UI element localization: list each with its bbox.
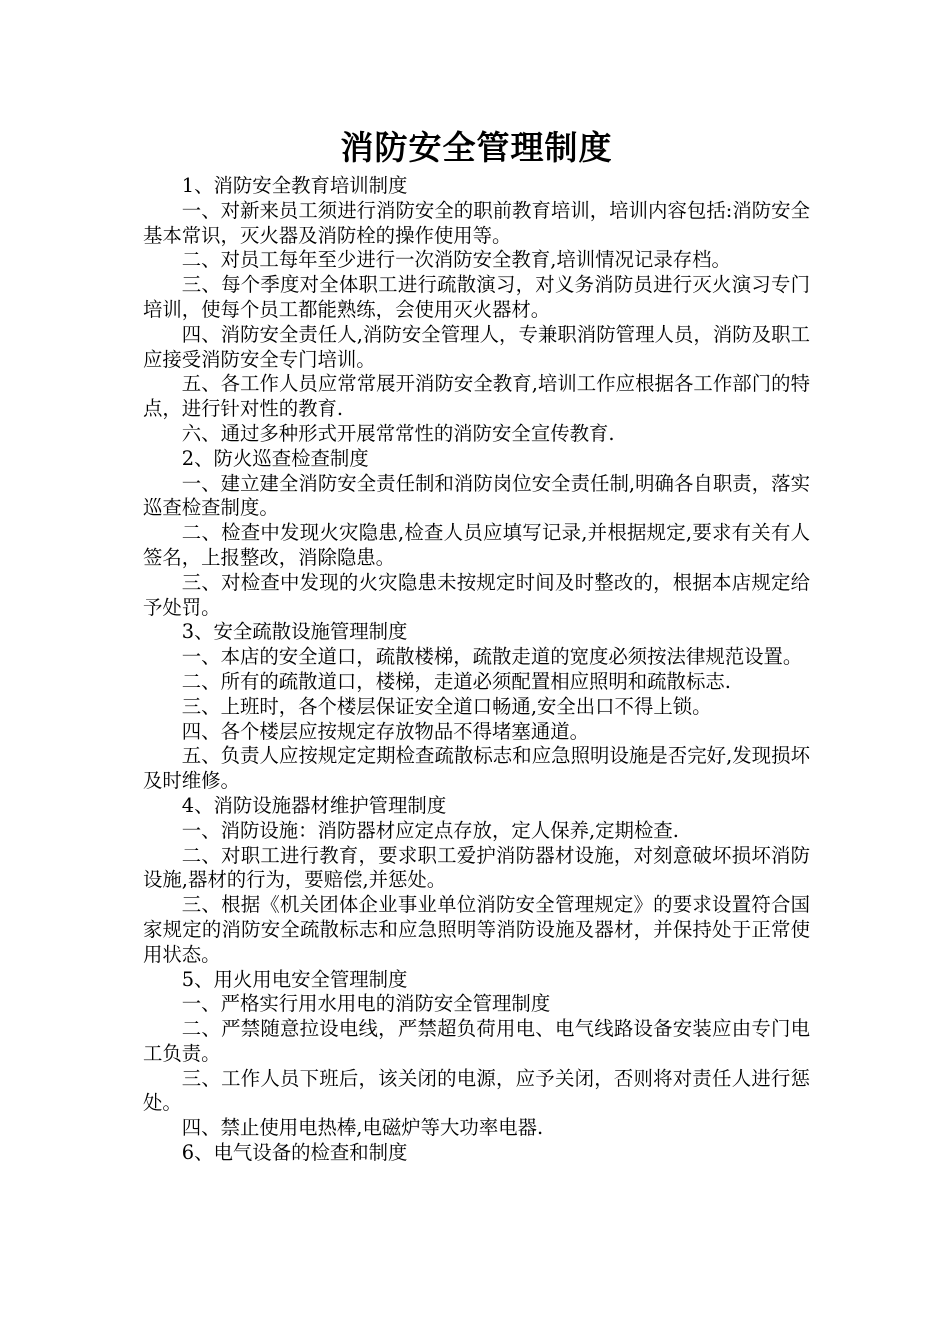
paragraph: 三、上班时，各个楼层保证安全道口畅通,安全出口不得上锁。 — [181, 694, 712, 718]
paragraph: 五、各工作人员应常常展开消防安全教育,培训工作应根据各工作部门的特点，进行针对性的教育. — [143, 372, 810, 421]
document-body — [143, 174, 810, 1166]
paragraph: 一、消防设施：消防器材应定点存放，定人保养,定期检查. — [181, 818, 679, 842]
paragraph: 一、建立建全消防安全责任制和消防岗位安全责任制,明确各自职责，落实巡查检查制度。 — [143, 471, 810, 520]
paragraph: 三、每个季度对全体职工进行疏散演习，对义务消防员进行灭火演习专门培训，使每个员工都能熟练，会使用灭火器材。 — [143, 273, 810, 321]
paragraph: 四、消防安全责任人,消防安全管理人，专兼职消防管理人员，消防及职工应接受消防安全专门培训。 — [143, 322, 810, 371]
paragraph: 二、严禁随意拉设电线，严禁超负荷用电、电气线路设备安装应由专门电工负责。 — [143, 1017, 810, 1065]
paragraph: 二、检查中发现火灾隐患,检查人员应填写记录,并根据规定,要求有关有人签名，上报整改，消除隐患。 — [143, 521, 810, 569]
paragraph: 四、禁止使用电热棒,电磁炉等大功率电器. — [181, 1116, 544, 1140]
paragraph: 三、工作人员下班后，该关闭的电源，应予关闭，否则将对责任人进行惩处。 — [143, 1066, 810, 1115]
paragraph: 5、用火用电安全管理制度 — [181, 967, 408, 991]
paragraph: 六、通过多种形式开展常常性的消防安全宣传教育. — [181, 421, 615, 445]
paragraph: 五、负责人应按规定定期检查疏散标志和应急照明设施是否完好,发现损坏及时维修。 — [143, 744, 810, 793]
paragraph: 一、本店的安全道口，疏散楼梯，疏散走道的宽度必须按法律规范设置。 — [181, 645, 803, 669]
paragraph: 3、安全疏散设施管理制度 — [181, 620, 408, 644]
paragraph: 1、消防安全教育培训制度 — [181, 174, 408, 197]
paragraph: 4、消防设施器材维护管理制度 — [181, 793, 447, 817]
paragraph: 一、对新来员工须进行消防安全的职前教育培训，培训内容包括:消防安全基本常识，灭火器及消防栓的操作使用等。 — [143, 198, 810, 247]
paragraph: 6、电气设备的检查和制度 — [181, 1141, 408, 1165]
paragraph: 二、所有的疏散道口，楼梯，走道必须配置相应照明和疏散标志. — [181, 669, 731, 693]
paragraph: 二、对职工进行教育，要求职工爱护消防器材设施，对刻意破坏损坏消防设施,器材的行为，要赔偿,并惩处。 — [143, 843, 810, 892]
paragraph: 三、对检查中发现的火灾隐患未按规定时间及时整改的，根据本店规定给予处罚。 — [143, 570, 810, 619]
paragraph: 三、根据《机关团体企业事业单位消防安全管理规定》的要求设置符合国家规定的消防安全疏散标志和应急照明等消防设施及器材，并保持处于正常使用状态。 — [143, 893, 810, 966]
paragraph: 四、各个楼层应按规定存放物品不得堵塞通道。 — [181, 719, 589, 743]
paragraph: 二、对员工每年至少进行一次消防安全教育,培训情况记录存档。 — [181, 248, 731, 272]
paragraph: 一、严格实行用水用电的消防安全管理制度 — [181, 992, 551, 1016]
document-title: 消防安全管理制度 — [340, 128, 613, 167]
paragraph: 2、防火巡查检查制度 — [181, 446, 369, 470]
